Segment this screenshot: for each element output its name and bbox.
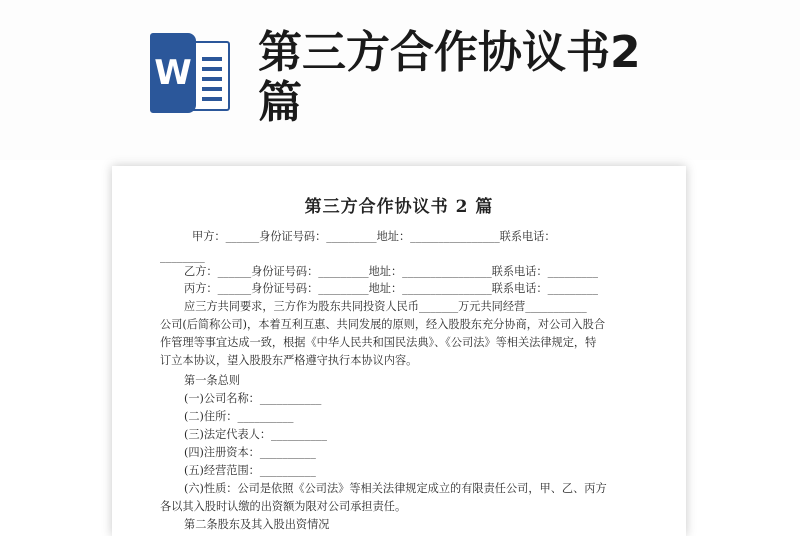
clause-line: 各以其入股时认缴的出资额为限对公司承担责任。 (160, 500, 407, 513)
clause-line: (一)公司名称：___________ (184, 392, 322, 405)
paragraph-line: 公司(后简称公司)，本着互利互惠、共同发展的原则，经入股股东充分协商，对公司入股合 (160, 318, 606, 331)
party-c-line: 丙方：______身份证号码：_________地址：________________联系电话：_________ (184, 282, 598, 295)
section-heading: 第二条股东及其入股出资情况 (184, 518, 330, 531)
clause-line: (二)住所：__________ (184, 410, 294, 423)
paragraph-line: 订立本协议，望入股股东严格遵守执行本协议内容。 (160, 354, 418, 367)
clause-line: (六)性质：公司是依照《公司法》等相关法律规定成立的有限责任公司，甲、乙、丙方 (184, 482, 607, 495)
document-page (112, 166, 686, 536)
party-b-line: 乙方：______身份证号码：_________地址：________________联系电话：_________ (184, 265, 598, 278)
word-logo-letter: W (150, 33, 196, 113)
word-document-icon (150, 33, 232, 113)
clause-line: (三)法定代表人：__________ (184, 428, 327, 441)
clause-line: (五)经营范围：__________ (184, 464, 316, 477)
clause-line: (四)注册资本：__________ (184, 446, 316, 459)
party-a-line: 甲方：______身份证号码：_________地址：________________联系电话： (192, 230, 556, 243)
party-a-line-continued: ________ (160, 250, 205, 263)
section-heading: 第一条总则 (184, 374, 240, 387)
paragraph-line: 作管理等事宜达成一致，根据《中华人民共和国民法典》、《公司法》等相关法律规定，特 (160, 336, 597, 349)
paragraph-line: 应三方共同要求，三方作为股东共同投资人民币_______万元共同经营___________ (184, 300, 587, 313)
document-title: 第三方合作协议书 2 篇 (304, 197, 494, 217)
banner (0, 0, 800, 160)
banner-title: 第三方合作协议书2篇 (258, 27, 641, 128)
